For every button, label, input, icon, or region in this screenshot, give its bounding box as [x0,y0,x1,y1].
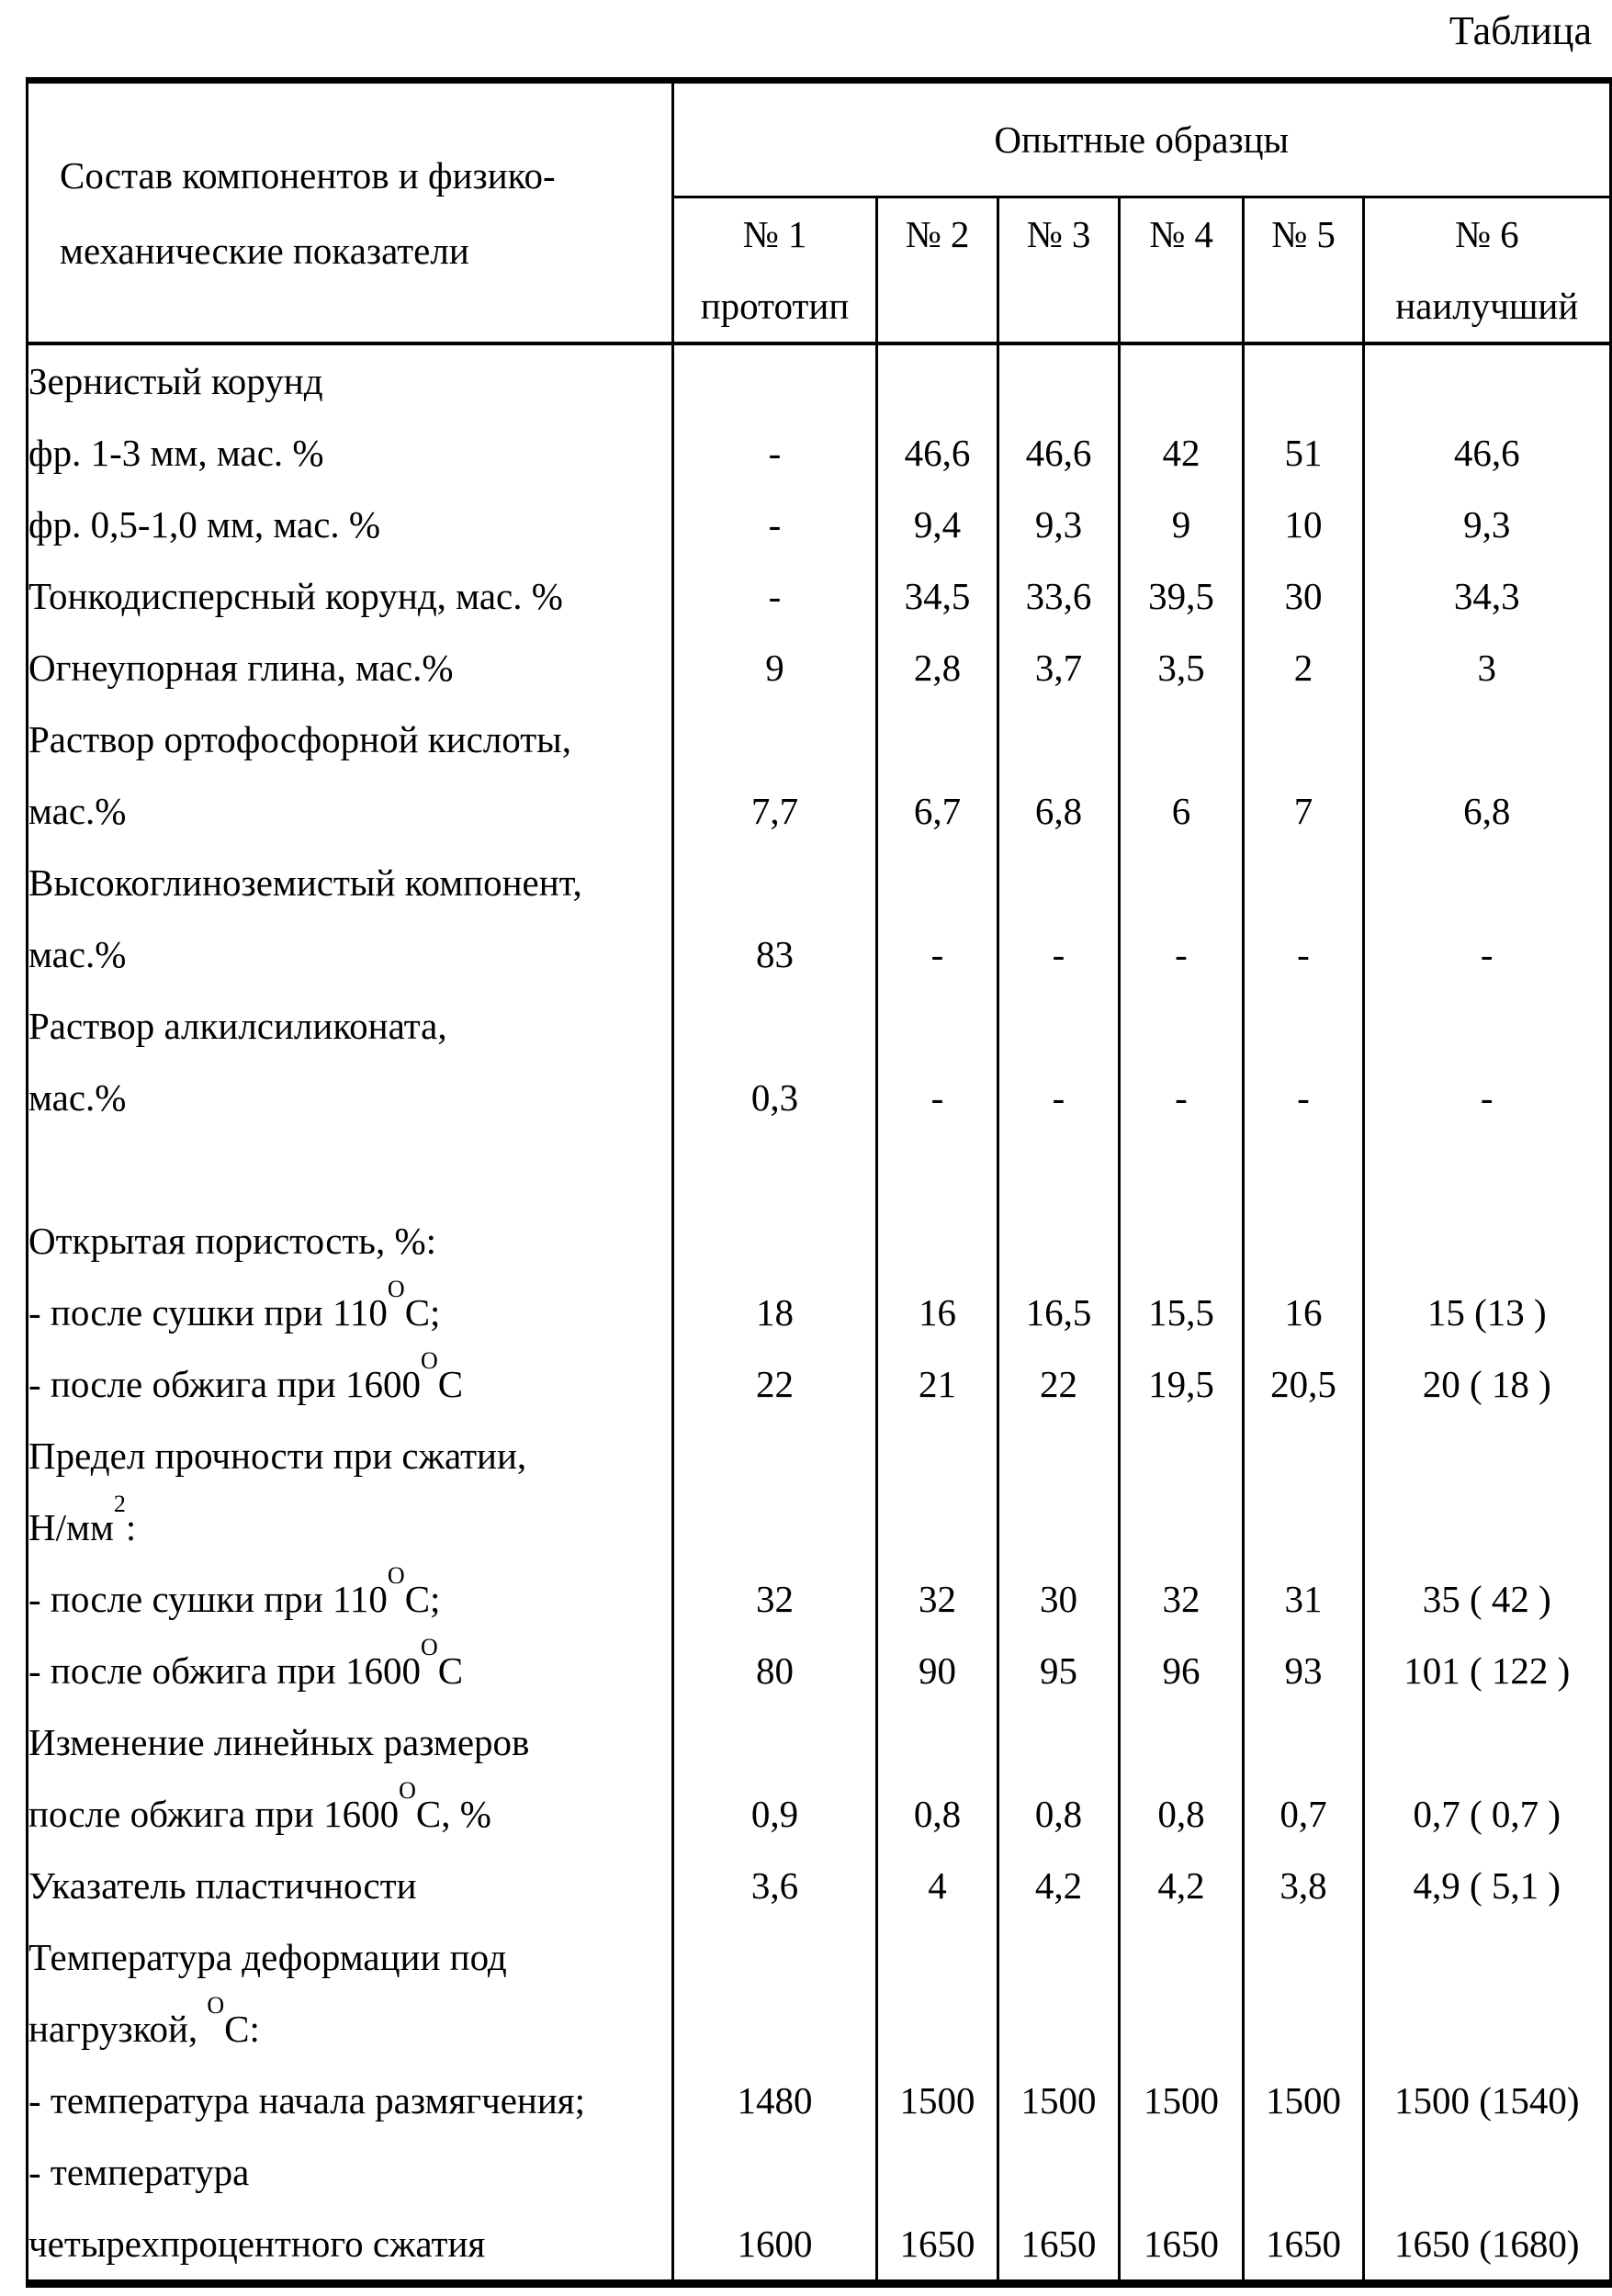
cell-value [1364,847,1611,918]
cell-value: 1480 [673,2065,877,2136]
cell-value [877,1921,998,1993]
cell-value [673,1706,877,1778]
row-label: - после сушки при $110^ОС$; [28,1276,441,1334]
cell-value [998,1921,1120,1993]
cell-value: - [877,1062,998,1133]
column-header-caption [878,270,997,342]
cell-value: 46,6 [877,417,998,489]
cell-value: 1600 [673,2208,877,2284]
cell-value [877,1491,998,1563]
cell-value: 6,8 [998,775,1120,847]
cell-value [998,990,1120,1062]
column-header-caption [1121,270,1242,342]
cell-value [998,703,1120,775]
column-header [1364,197,1611,344]
cell-value [877,990,998,1062]
cell-value: - [1120,1062,1244,1133]
table-row [28,1062,1611,1133]
row-label: Высокоглиноземистый компонент, [28,861,582,904]
cell-value: 35 ( 42 ) [1364,1563,1611,1635]
cell-value [998,1133,1120,1205]
cell-value: 21 [877,1348,998,1420]
cell-value: - [998,918,1120,990]
cell-value [1364,703,1611,775]
cell-value: 3,5 [1120,632,1244,703]
column-header [1244,197,1364,344]
cell-value: 39,5 [1120,560,1244,632]
column-header [998,197,1120,344]
corner-header [28,81,673,344]
cell-value [673,1133,877,1205]
cell-value: 1650 [998,2208,1120,2284]
table-row [28,1563,1611,1635]
table-row [28,1778,1611,1850]
cell-value [673,1491,877,1563]
cell-value: 6,8 [1364,775,1611,847]
table-row [28,1491,1611,1563]
table-row [28,2065,1611,2136]
cell-value [1244,1205,1364,1277]
cell-value [1120,847,1244,918]
cell-value [673,847,877,918]
cell-value: 15,5 [1120,1277,1244,1348]
column-header-number: № 6 [1454,213,1519,255]
cell-value: - [877,918,998,990]
row-label: Огнеупорная глина, мас.% [28,647,454,689]
row-label: Указатель пластичности [28,1864,417,1907]
row-label: Изменение линейных размеров [28,1721,530,1763]
corner-header-line-2: механические показатели [60,229,469,272]
cell-value: - [1244,918,1364,990]
row-label: - после обжига при $1600^ОС$ [28,1634,464,1692]
cell-value [1120,343,1244,417]
cell-value: 6 [1120,775,1244,847]
row-label: фр. 0,5-1,0 мм, мас. % [28,503,381,546]
cell-value: 16 [877,1277,998,1348]
cell-value: 20,5 [1244,1348,1364,1420]
cell-value [1364,1133,1611,1205]
column-header-number: № 4 [1149,213,1213,255]
cell-value [998,847,1120,918]
cell-value: - [1244,1062,1364,1133]
cell-value [1244,1491,1364,1563]
cell-value [1120,1706,1244,1778]
column-header-number: № 3 [1026,213,1091,255]
cell-value [1120,1205,1244,1277]
cell-value: - [1364,1062,1611,1133]
cell-value [877,343,998,417]
cell-value: 0,8 [1120,1778,1244,1850]
cell-value [673,343,877,417]
cell-value: 96 [1120,1635,1244,1706]
cell-value: 0,9 [673,1778,877,1850]
column-header [877,197,998,344]
cell-value: 3 [1364,632,1611,703]
cell-value [998,1491,1120,1563]
cell-value: 0,7 [1244,1778,1364,1850]
cell-value: 3,7 [998,632,1120,703]
table-row [28,990,1611,1062]
table-row [28,1133,1611,1205]
cell-value [1120,703,1244,775]
cell-value [1120,990,1244,1062]
cell-value: 1650 (1680) [1364,2208,1611,2284]
row-label: фр. 1-3 мм, мас. % [28,432,324,474]
cell-value [1364,1205,1611,1277]
cell-value: - [673,560,877,632]
cell-value: 30 [1244,560,1364,632]
cell-value: 20 ( 18 ) [1364,1348,1611,1420]
cell-value [877,1993,998,2065]
cell-value: - [998,1062,1120,1133]
cell-value: 30 [998,1563,1120,1635]
cell-value: 9 [673,632,877,703]
table-row [28,1348,1611,1420]
table-row [28,775,1611,847]
cell-value: 9,4 [877,489,998,560]
cell-value: 34,5 [877,560,998,632]
cell-value [1244,703,1364,775]
cell-value [673,1205,877,1277]
row-label: - после обжига при $1600^ОС$ [28,1347,464,1405]
cell-value: 4,2 [1120,1850,1244,1921]
row-label: Открытая пористость, %: [28,1220,437,1262]
cell-value [1244,1706,1364,1778]
cell-value [877,2136,998,2208]
row-label: нагрузкой, $^О$С: [28,1992,260,2050]
column-header [673,197,877,344]
cell-value: 3,8 [1244,1850,1364,1921]
cell-value [1244,990,1364,1062]
cell-value: 1650 [1244,2208,1364,2284]
cell-value: 46,6 [998,417,1120,489]
row-label: мас.% [28,790,127,832]
cell-value: 6,7 [877,775,998,847]
cell-value [1244,1133,1364,1205]
cell-value [1364,1420,1611,1491]
row-label: - температура [28,2151,250,2193]
row-label: после обжига при $1600^ОС$, % [28,1777,491,1835]
table-row [28,1420,1611,1491]
column-header-caption: наилучший [1395,285,1579,327]
cell-value: 46,6 [1364,417,1611,489]
row-label: Предел прочности при сжатии, [28,1435,527,1477]
cell-value [877,1205,998,1277]
cell-value [1244,2136,1364,2208]
cell-value: 4,2 [998,1850,1120,1921]
group-header: Опытные образцы [673,81,1611,197]
cell-value: 32 [673,1563,877,1635]
cell-value: 3,6 [673,1850,877,1921]
cell-value [877,1706,998,1778]
cell-value: 1650 [1120,2208,1244,2284]
cell-value: - [673,417,877,489]
table-row [28,918,1611,990]
cell-value [1364,343,1611,417]
cell-value [673,1993,877,2065]
table-row [28,703,1611,775]
cell-value: 2 [1244,632,1364,703]
cell-value [877,1133,998,1205]
row-label: $Н/мм^2$: [28,1491,137,1548]
cell-value [998,1205,1120,1277]
cell-value [673,703,877,775]
cell-value [1120,1133,1244,1205]
page-title: Таблица [1449,8,1592,53]
cell-value: 0,3 [673,1062,877,1133]
cell-value: 22 [998,1348,1120,1420]
cell-value: 51 [1244,417,1364,489]
cell-value [673,2136,877,2208]
cell-value [1120,1420,1244,1491]
cell-value [1120,2136,1244,2208]
cell-value [1364,1706,1611,1778]
cell-value: 34,3 [1364,560,1611,632]
column-header-caption: прототип [700,285,850,327]
cell-value [1364,1921,1611,1993]
document-table [26,77,1612,2288]
column-header-caption [1245,270,1362,342]
row-label: - температура начала размягчения; [28,2079,586,2122]
cell-value [1244,847,1364,918]
cell-value [1364,2136,1611,2208]
cell-value: 83 [673,918,877,990]
cell-value: 42 [1120,417,1244,489]
cell-value: 1500 (1540) [1364,2065,1611,2136]
cell-value: 22 [673,1348,877,1420]
cell-value [1120,1491,1244,1563]
table-row [28,632,1611,703]
table-row [28,560,1611,632]
table-row [28,343,1611,417]
cell-value [998,1706,1120,1778]
cell-value [1120,1921,1244,1993]
cell-value [1120,1993,1244,2065]
cell-value: - [1364,918,1611,990]
cell-value: - [1120,918,1244,990]
cell-value: 4 [877,1850,998,1921]
column-header-number: № 1 [742,213,807,255]
corner-header-line-1: Состав компонентов и физико- [60,153,556,197]
cell-value [1244,1993,1364,2065]
cell-value: 16 [1244,1277,1364,1348]
cell-value: 9,3 [1364,489,1611,560]
row-label: Тонкодисперсный корунд, мас. % [28,575,563,617]
table-body [28,343,1611,2284]
table-row [28,1277,1611,1348]
row-label: Зернистый корунд [28,360,323,402]
cell-value [998,1420,1120,1491]
row-label: - после сушки при $110^ОС$; [28,1562,441,1620]
table-row [28,489,1611,560]
cell-value: 33,6 [998,560,1120,632]
cell-value: 1650 [877,2208,998,2284]
row-label: Раствор ортофосфорной кислоты, [28,718,571,760]
cell-value [1364,1993,1611,2065]
cell-value: 10 [1244,489,1364,560]
table-row [28,1205,1611,1277]
cell-value [877,1420,998,1491]
cell-value: 32 [1120,1563,1244,1635]
table-row [28,1635,1611,1706]
cell-value: 80 [673,1635,877,1706]
cell-value: 18 [673,1277,877,1348]
cell-value: 0,8 [877,1778,998,1850]
cell-value [1244,343,1364,417]
cell-value: 90 [877,1635,998,1706]
row-label: четырехпроцентного сжатия [28,2223,486,2265]
table-row [28,1921,1611,1993]
table-row [28,1850,1611,1921]
table-row [28,1706,1611,1778]
cell-value: 101 ( 122 ) [1364,1635,1611,1706]
cell-value: - [673,489,877,560]
table-row [28,2208,1611,2284]
row-label: Раствор алкилсиликоната, [28,1005,447,1047]
cell-value [673,990,877,1062]
cell-value: 16,5 [998,1277,1120,1348]
cell-value: 1500 [1244,2065,1364,2136]
cell-value [877,847,998,918]
cell-value: 0,8 [998,1778,1120,1850]
cell-value [1364,1491,1611,1563]
table-row [28,2136,1611,2208]
row-label: мас.% [28,1076,127,1119]
row-label: мас.% [28,933,127,975]
cell-value: 19,5 [1120,1348,1244,1420]
cell-value: 1500 [998,2065,1120,2136]
cell-value: 9 [1120,489,1244,560]
cell-value: 4,9 ( 5,1 ) [1364,1850,1611,1921]
cell-value [998,2136,1120,2208]
cell-value: 95 [998,1635,1120,1706]
column-header-number: № 2 [905,213,970,255]
cell-value: 0,7 ( 0,7 ) [1364,1778,1611,1850]
cell-value: 2,8 [877,632,998,703]
row-label [28,1133,673,1205]
cell-value [998,1993,1120,2065]
table-row [28,417,1611,489]
cell-value: 93 [1244,1635,1364,1706]
table-row [28,1993,1611,2065]
cell-value [673,1921,877,1993]
cell-value: 1500 [1120,2065,1244,2136]
cell-value: 15 (13 ) [1364,1277,1611,1348]
column-header-number: № 5 [1271,213,1336,255]
column-header [1120,197,1244,344]
row-label: Температура деформации под [28,1936,507,1978]
table-row [28,847,1611,918]
cell-value [1244,1420,1364,1491]
cell-value [877,703,998,775]
cell-value: 7 [1244,775,1364,847]
cell-value: 1500 [877,2065,998,2136]
cell-value [1364,990,1611,1062]
cell-value: 9,3 [998,489,1120,560]
column-header-caption [999,270,1118,342]
cell-value [673,1420,877,1491]
cell-value: 32 [877,1563,998,1635]
cell-value: 31 [1244,1563,1364,1635]
cell-value [1244,1921,1364,1993]
group-header-row [28,81,1611,197]
cell-value [998,343,1120,417]
cell-value: 7,7 [673,775,877,847]
